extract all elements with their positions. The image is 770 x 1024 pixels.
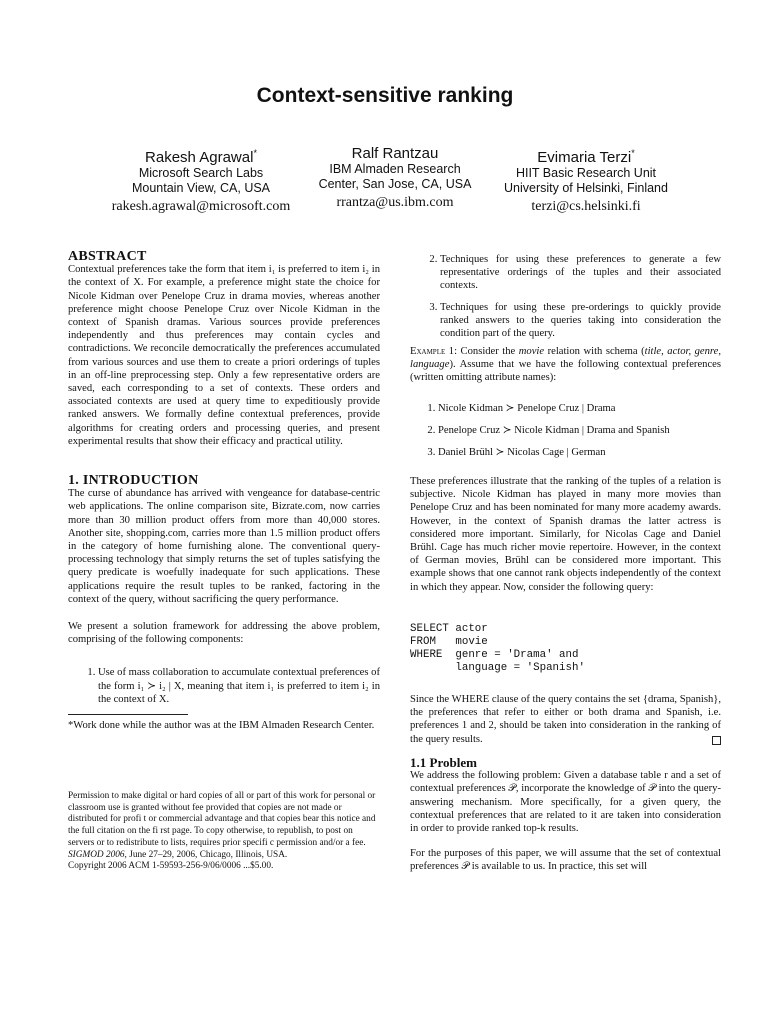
example-attributes: title, actor, genre, language — [410, 346, 722, 371]
example-text: relation with schema ( — [544, 346, 645, 357]
author-email: rakesh.agrawal@microsoft.com — [111, 199, 291, 214]
footnote-rule — [68, 714, 188, 715]
list-item: 3. Techniques for using these pre-orderings to quickly provide ranked answers to the queries taking into consideration the condition part of the query. — [440, 301, 721, 341]
author-name: Rakesh Agrawal — [145, 149, 254, 166]
list-item: 2. Techniques for using these preferences to generate a few representative orderings of the tuples and their associated contexts. — [440, 253, 721, 293]
author-footnote-mark: * — [631, 148, 635, 158]
problem-paragraph-2: For the purposes of this paper, we will assume that the set of contextual preferences 𝒫 is available to us. In practice, this set will — [410, 848, 721, 873]
example-text: ). Assume that we have the following contextual preferences (written omitting attribute names): — [410, 359, 721, 384]
permission-block — [68, 791, 380, 873]
author-footnote: *Work done while the author was at the IBM Almaden Research Center. — [68, 720, 375, 732]
problem-section — [410, 756, 721, 874]
author-footnote-mark: * — [253, 148, 257, 158]
author-block-3 — [488, 145, 684, 217]
paper-title: Context-sensitive ranking — [256, 84, 514, 107]
example-1 — [410, 345, 721, 385]
introduction-paragraph-2: We present a solution framework for addressing the above problem, comprising of the following components: — [68, 621, 380, 646]
permission-text: Permission to make digital or hard copies of all or part of this work for personal or classroom use is granted without fee provided that copies are not made or distributed for profi t or commercial advantage and that copies bear this notice and the full citation on the fi rst page. To copy otherwise, to republish, to post on servers or to redistribute to lists, requires prior specifi c permission and/or a fee. — [68, 791, 376, 848]
author-block-2 — [302, 145, 488, 213]
author-location: University of Helsinki, Finland — [504, 181, 668, 195]
preference-item: 1. Nicole Kidman ≻ Penelope Cruz | Drama — [438, 402, 721, 415]
example-label: Example 1: — [410, 346, 458, 357]
copyright-line: Copyright 2006 ACM 1-59593-256-9/06/0006 ...$5.00. — [68, 861, 274, 872]
component-list-continued — [410, 253, 721, 340]
author-affiliation: HIIT Basic Research Unit — [515, 166, 657, 180]
abstract-heading: ABSTRACT — [68, 249, 147, 264]
preference-item: 2. Penelope Cruz ≻ Nicole Kidman | Drama and Spanish — [438, 424, 721, 437]
author-name: Evimaria Terzi — [537, 149, 632, 166]
venue-name: SIGMOD 2006, — [68, 849, 127, 860]
author-location: Mountain View, CA, USA — [131, 181, 271, 195]
example-conclusion-text: Since the WHERE clause of the query contains the set {drama, Spanish}, the preferences that refer to either or both drama and Spanish, i.e. preferences 1 and 2, should be taken into consideration in the ranking of the query results. — [410, 694, 721, 745]
right-column-list — [410, 253, 721, 348]
author-block-1 — [96, 145, 306, 217]
introduction-section — [68, 474, 380, 732]
preference-item: 3. Daniel Brühl ≻ Nicolas Cage | German — [438, 446, 721, 459]
example-discussion: These preferences illustrate that the ranking of the tuples of a relation is subjective. Nicole Kidman has played in many more movies than Penelope Cruz and has been nominated for many more academy awards. However, in the context of Spanish dramas the latter actress is considered more important. Similarly, for Nicolas Cage and Daniel Brühl. Cage has much richer movie repertoire. However, in the context of German movies, Brühl can be considered more important. This example shows that one cannot rank objects independently of the context in which they appear. Now, consider the following query: — [410, 476, 721, 593]
problem-heading: 1.1 Problem — [410, 755, 477, 770]
preference-list-block — [410, 402, 721, 468]
problem-paragraph-1: We address the following problem: Given a database table r and a set of contextual preferences 𝒫, incorporate the knowledge of 𝒫 into the query-answering mechanism. More specifically, for a given query, the contextual preferences that are related to it are taken into consideration in order to provide ranked top-k results. — [410, 770, 721, 835]
qed-box-icon — [712, 736, 721, 745]
abstract-section — [68, 250, 380, 448]
introduction-paragraph-1: The curse of abundance has arrived with vengeance for database-centric web applications. The online comparison site, Bizrate.com, now carries more than 30 million product offers from more than 40,000 stores. Another site, shopping.com, carries more than 1.5 million product offers in the category of home furnishing alone. The conventional query-processing technology that simply returns the set of tuples satisfying the query predicate is woefully inadequate for such applications. These applications require the result tuples to be ranked, factoring in the context of the query, without sacrificing the query performance. — [68, 488, 380, 605]
example-conclusion — [410, 693, 721, 746]
preference-list — [410, 402, 721, 460]
sql-query — [410, 623, 721, 675]
author-name: Ralf Rantzau — [351, 145, 439, 162]
venue-details: June 27–29, 2006, Chicago, Illinois, USA. — [126, 849, 288, 860]
introduction-heading: 1. INTRODUCTION — [68, 473, 199, 488]
author-affiliation: Microsoft Search Labs — [138, 166, 264, 180]
author-email: rrantza@us.ibm.com — [336, 195, 454, 210]
sql-query-code: SELECT actor FROM movie WHERE genre = 'Drama' and language = 'Spanish' — [410, 623, 585, 674]
list-item: 1. Use of mass collaboration to accumulate contextual preferences of the form i₁ ≻ i₂ | X, meaning that item i₁ is preferred to item i₂ in the context of X. — [98, 666, 380, 706]
component-list — [68, 666, 380, 706]
abstract-text: Contextual preferences take the form that item i₁ is preferred to item i₂ in the context of X. For example, a preference might state the choice for Nicole Kidman over Penelope Cruz in drama movies, whereas another preference might choose Penelope Cruz over Nicole Kidman in the context of Spanish dramas. Various sources provide preferences independently and thus preferences may contain cycles and contradictions. We reconcile democratically the preferences accumulated from various sources and use them to create a priori orderings of tuples in an off-line preprocessing step. Only a few representative orders are saved, each corresponding to a set of contexts. These orders and associated contexts are used at query time to expeditiously provide ranked answers. We formally define contextual preferences, provide algorithms for creating orders and processing queries, and present experimental results that show their efficacy and practical utility. — [68, 264, 380, 447]
author-location: Center, San Jose, CA, USA — [318, 177, 472, 191]
example-text: Consider the — [457, 346, 519, 357]
author-email: terzi@cs.helsinki.fi — [531, 199, 641, 214]
author-affiliation: IBM Almaden Research — [329, 162, 461, 176]
example-relation: movie — [518, 346, 545, 357]
